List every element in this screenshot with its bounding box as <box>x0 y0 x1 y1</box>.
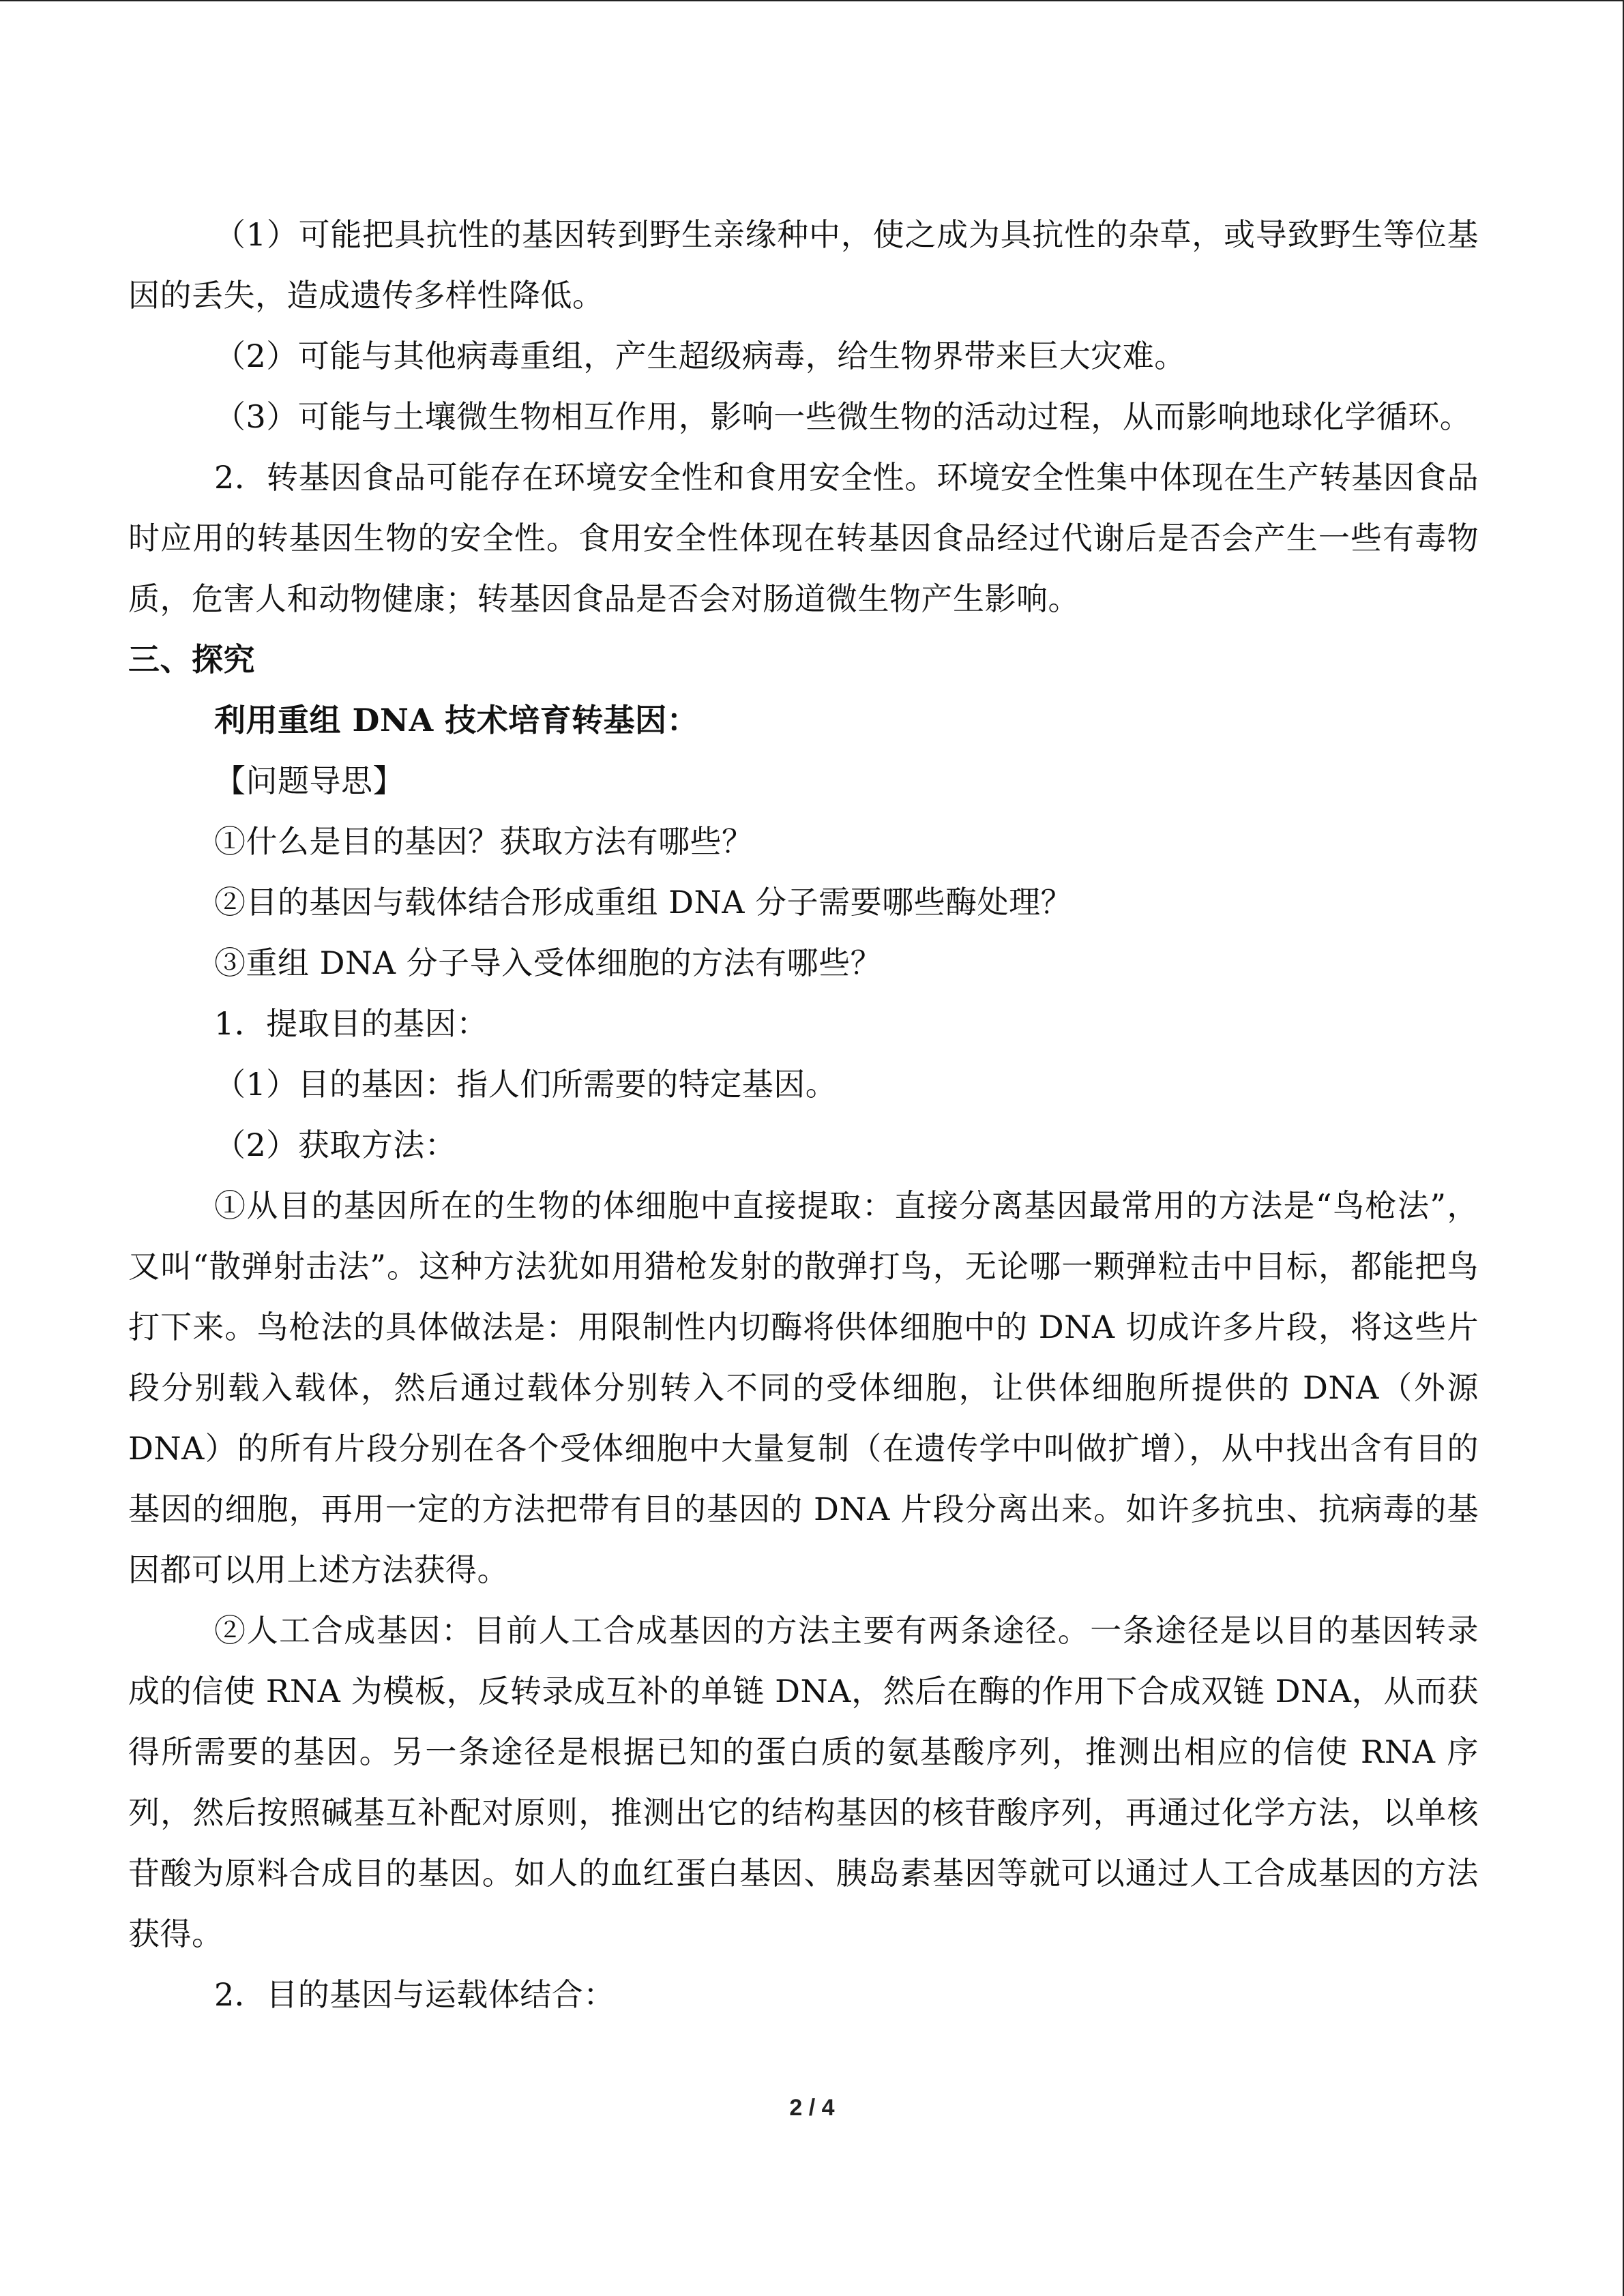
document-body <box>128 205 1479 2025</box>
question-2: ②目的基因与载体结合形成重组 DNA 分子需要哪些酶处理？ <box>214 884 1073 921</box>
subheading-recombinant-dna: 利用重组 DNA 技术培育转基因： <box>214 702 699 739</box>
paragraph-risk-3: （3）可能与土壤微生物相互作用，影响一些微生物的活动过程，从而影响地球化学循环。 <box>214 398 1472 435</box>
paragraph-artificial-synthesis: ②人工合成基因：目前人工合成基因的方法主要有两条途径。一条途径是以目的基因转录成的信使 RNA 为模板，反转录成互补的单链 DNA，然后在酶的作用下合成双链 DNA，从而获得所需要的基因。另一条途径是根据已知的蛋白质的氨基酸序列，推测出相应的信使 RNA 序列，然后按照碱基互补配对原则，推测出它的结构基因的核苷酸序列，再通过化学方法，以单核苷酸为原料合成目的基因。如人的血红蛋白基因、胰岛素基因等就可以通过人工合成基因的方法获得。 <box>128 1612 1479 1952</box>
step-1-heading: 1．提取目的基因： <box>214 1005 488 1042</box>
paragraph-risk-1: （1）可能把具抗性的基因转到野生亲缘种中，使之成为具抗性的杂草，或导致野生等位基因的丢失，造成遗传多样性降低。 <box>128 216 1479 314</box>
question-guide-label: 【问题导思】 <box>214 762 404 799</box>
question-3: ③重组 DNA 分子导入受体细胞的方法有哪些？ <box>214 944 883 981</box>
target-gene-definition: （1）目的基因：指人们所需要的特定基因。 <box>214 1066 838 1103</box>
paragraph-shotgun-method: ①从目的基因所在的生物的体细胞中直接提取：直接分离基因最常用的方法是“鸟枪法”，又叫“散弹射击法”。这种方法犹如用猎枪发射的散弹打鸟，无论哪一颗弹粒击中目标，都能把鸟打下来。鸟枪法的具体做法是：用限制性内切酶将供体细胞中的 DNA 切成许多片段，将这些片段分别载入载体，然后通过载体分别转入不同的受体细胞，让供体细胞所提供的 DNA（外源 DNA）的所有片段分别在各个受体细胞中大量复制（在遗传学中叫做扩增），从中找出含有目的基因的细胞，再用一定的方法把带有目的基因的 DNA 片段分离出来。如许多抗虫、抗病毒的基因都可以用上述方法获得。 <box>128 1187 1479 1588</box>
paragraph-food-safety: 2．转基因食品可能存在环境安全性和食用安全性。环境安全性集中体现在生产转基因食品时应用的转基因生物的安全性。食用安全性体现在转基因食品经过代谢后是否会产生一些有毒物质，危害人和动物健康；转基因食品是否会对肠道微生物产生影响。 <box>128 459 1479 617</box>
section-heading-explore: 三、探究 <box>128 641 255 678</box>
page-number: 2 / 4 <box>789 2095 835 2121</box>
step-2-heading: 2．目的基因与运载体结合： <box>214 1976 615 2013</box>
paragraph-risk-2: （2）可能与其他病毒重组，产生超级病毒，给生物界带来巨大灾难。 <box>214 338 1186 374</box>
page-border-top <box>0 0 1624 1</box>
acquisition-method-heading: （2）获取方法： <box>214 1127 457 1163</box>
question-1: ①什么是目的基因？获取方法有哪些？ <box>214 823 754 860</box>
